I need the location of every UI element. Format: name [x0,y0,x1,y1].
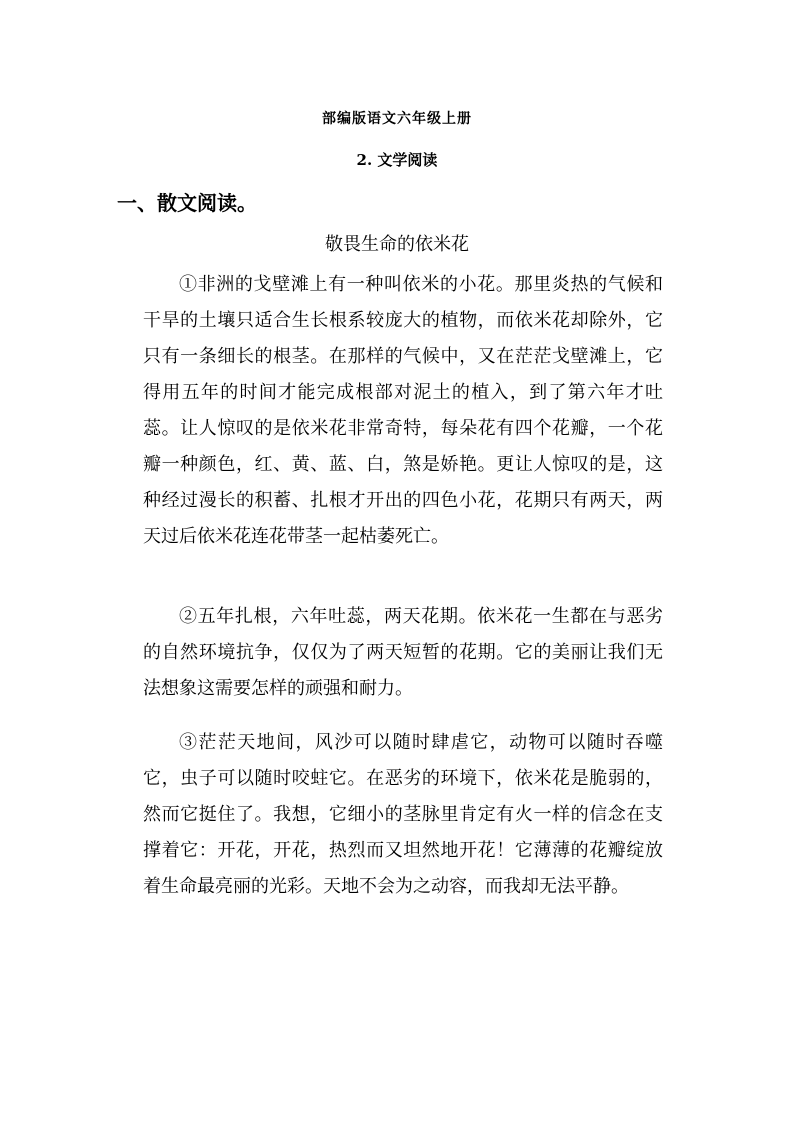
article-paragraph-1 [143,267,663,555]
article-paragraph-2 [143,599,663,707]
document-title: 部编版语文六年级上册 [322,111,472,127]
article-paragraph-3 [143,725,663,905]
paragraph-text: ③茫茫天地间，风沙可以随时肆虐它，动物可以随时吞噬它，虫子可以随时咬蛀它。在恶劣的环境下，依米花是脆弱的，然而它挺住了。我想，它细小的茎脉里肯定有火一样的信念在支撑着它：开花，开花，热烈而又坦然地开花！它薄薄的花瓣绽放着生命最亮丽的光彩。天地不会为之动容，而我却无法平静。 [143,732,663,897]
document-subtitle: 2. 文学阅读 [356,151,438,169]
section-heading: 一、散文阅读。 [117,191,257,215]
paragraph-text: ②五年扎根，六年吐蕊，两天花期。依米花一生都在与恶劣的自然环境抗争，仅仅为了两天短暂的花期。它的美丽让我们无法想象这需要怎样的顽强和耐力。 [143,606,663,699]
article-title: 敬畏生命的依米花 [325,234,469,255]
paragraph-text: ①非洲的戈壁滩上有一种叫依米的小花。那里炎热的气候和干旱的土壤只适合生长根系较庞大的植物，而依米花却除外，它只有一条细长的根茎。在那样的气候中，又在茫茫戈壁滩上，它得用五年的时间才能完成根部对泥土的植入，到了第六年才吐蕊。让人惊叹的是依米花非常奇特，每朵花有四个花瓣，一个花瓣一种颜色，红、黄、蓝、白，煞是娇艳。更让人惊叹的是，这种经过漫长的积蓄、扎根才开出的四色小花，花期只有两天，两天过后依米花连花带茎一起枯萎死亡。 [143,274,663,547]
